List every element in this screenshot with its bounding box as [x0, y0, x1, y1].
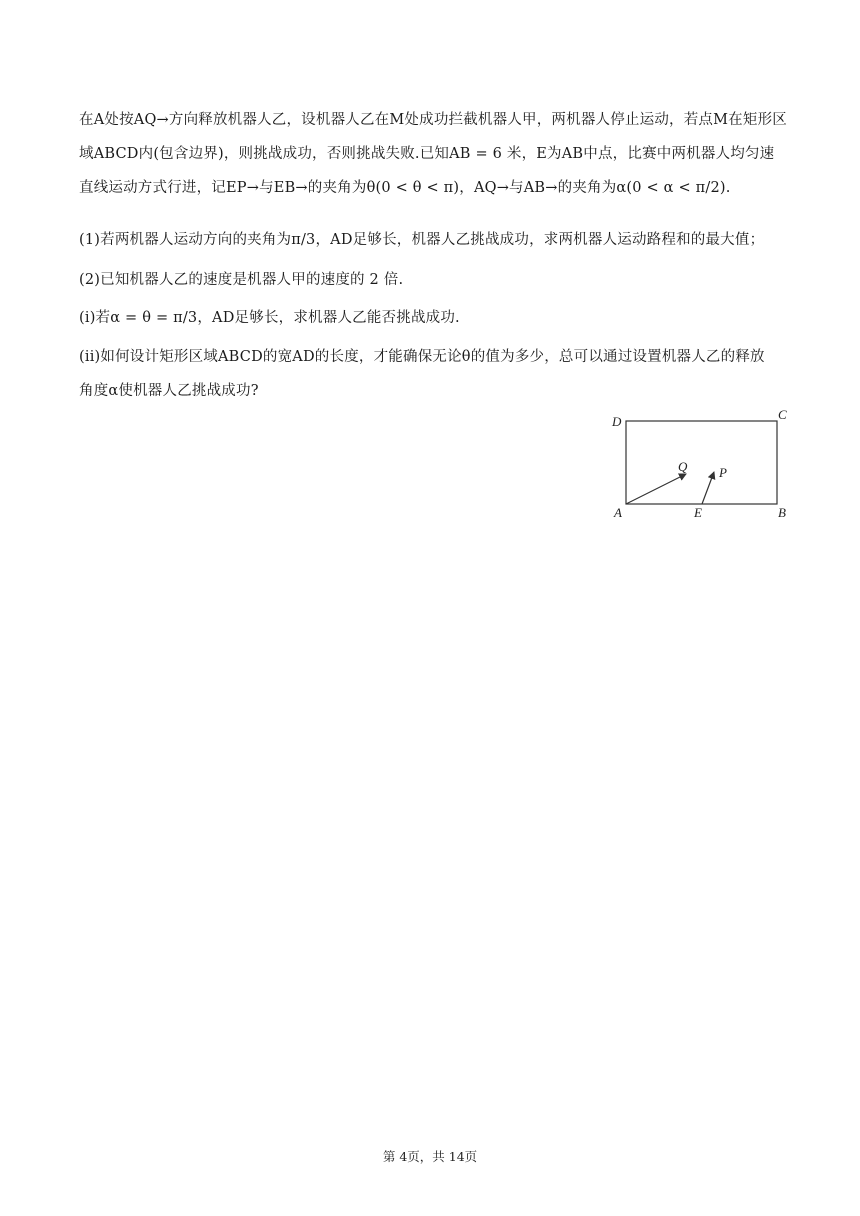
question-2-ii-line: 角度α使机器人乙挑战成功? [79, 383, 259, 399]
page-footer: 第 4页，共 14页 [382, 1149, 478, 1164]
label-d: D [612, 414, 622, 429]
rectangle-diagram [604, 404, 800, 530]
intro-line: 域ABCD内(包含边界)，则挑战成功，否则挑战失败.已知AB = 6 米，E为AB中点，比赛中两机器人均匀速 [79, 146, 775, 162]
label-c: C [778, 407, 787, 422]
intro-line: 直线运动方式行进，记EP→与EB→的夹角为θ(0 < θ < π)，AQ→与AB→的夹角为α(0 < α < π/2). [79, 180, 731, 196]
problem-intro [79, 103, 791, 205]
label-a: A [614, 505, 622, 520]
question-2-ii-line: (ii)如何设计矩形区域ABCD的宽AD的长度，才能确保无论θ的值为多少，总可以通过设置机器人乙的释放 [79, 349, 765, 365]
rectangle-abcd [626, 421, 777, 504]
vector-ep-arrow [702, 472, 714, 504]
question-2-i-text: (i)若α = θ = π/3，AD足够长，求机器人乙能否挑战成功. [79, 310, 460, 326]
label-b: B [778, 505, 786, 520]
question-2 [79, 263, 791, 297]
question-2-ii [79, 340, 791, 408]
label-e: E [694, 505, 702, 520]
intro-line: 在A处按AQ→方向释放机器人乙，设机器人乙在M处成功拦截机器人甲，两机器人停止运动，若点M在矩形区 [79, 112, 787, 128]
question-2-text: (2)已知机器人乙的速度是机器人甲的速度的 2 倍. [79, 272, 404, 288]
label-q: Q [678, 459, 688, 474]
question-1-text: (1)若两机器人运动方向的夹角为π/3，AD足够长，机器人乙挑战成功，求两机器人运动路程和的最大值； [79, 232, 765, 248]
vector-aq-arrow [626, 474, 686, 504]
question-2-i [79, 301, 791, 335]
label-p: P [719, 465, 727, 480]
question-1 [79, 223, 791, 257]
